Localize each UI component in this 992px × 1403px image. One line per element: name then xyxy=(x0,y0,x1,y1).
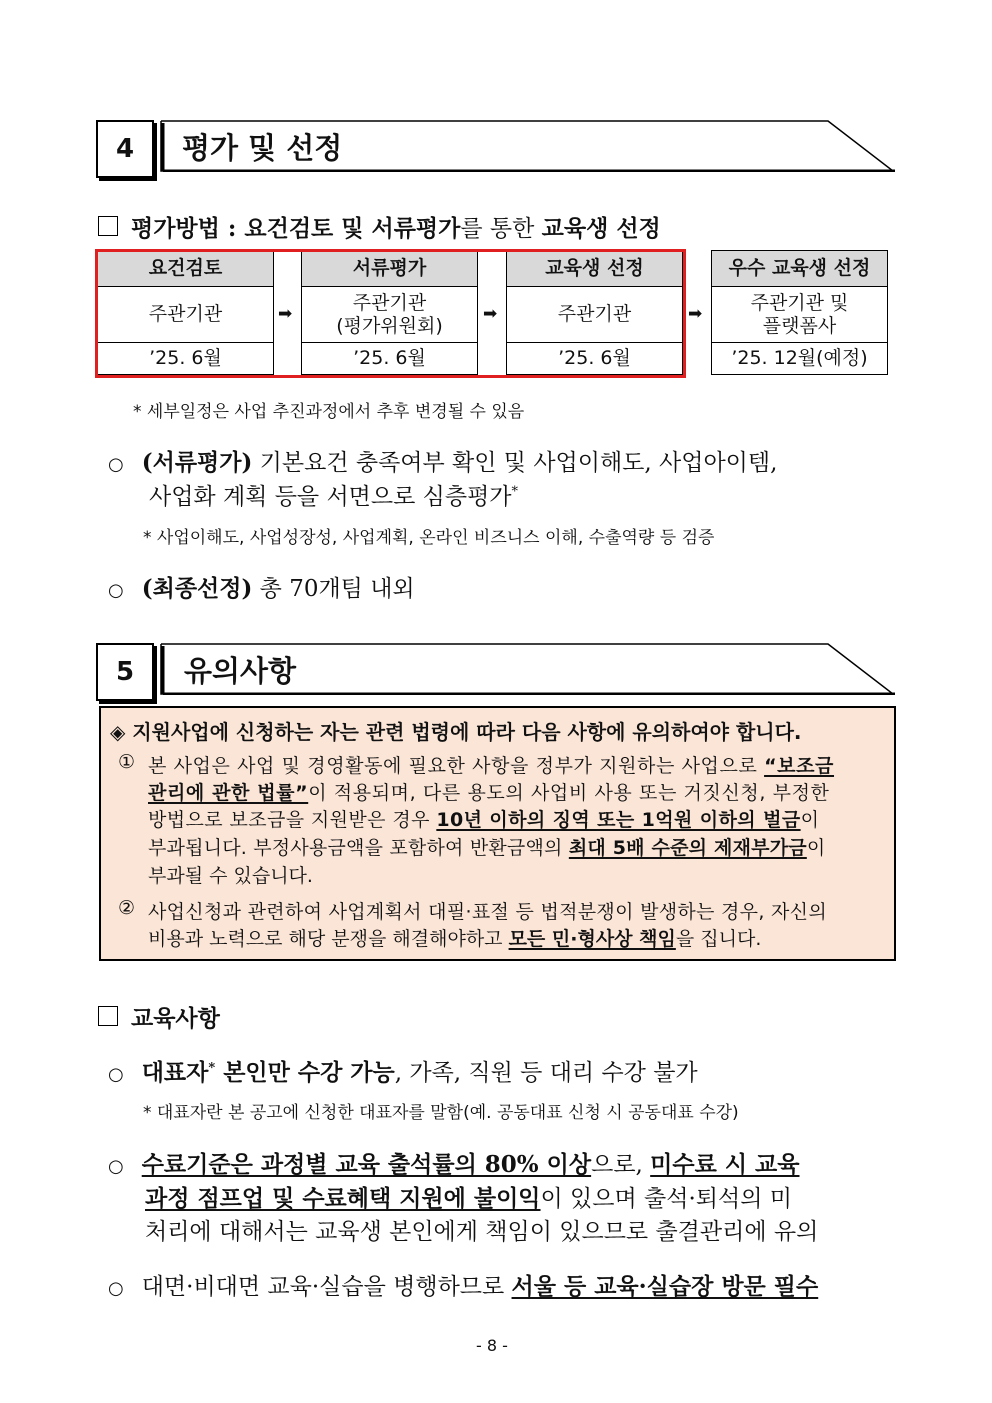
text: 비용과 노력으로 해당 분쟁을 해결해야하고 xyxy=(148,928,509,950)
flow-date-2: ’25. 6월 xyxy=(301,342,478,375)
text: “보조금 xyxy=(764,755,835,777)
eval-method-heading xyxy=(131,210,661,243)
notice-item2-line1: 사업신청과 관련하여 사업계획서 대필·표절 등 법적분쟁이 발생하는 경우, 자신의 xyxy=(148,901,827,923)
arrow-right-icon: ➡ xyxy=(278,304,293,324)
notice-item2-line2 xyxy=(148,924,761,951)
bullet-text: 총 70개팀 내외 xyxy=(252,576,415,602)
bullet-line2: 사업화 계획 등을 서면으로 심층평가 xyxy=(149,484,512,510)
arrow-right-icon: ➡ xyxy=(688,304,703,324)
section-number-4 xyxy=(96,120,154,178)
notice-item1-marker: ① xyxy=(118,751,136,773)
text: 대면·비대면 교육·실습을 병행하므로 xyxy=(141,1274,512,1300)
section-number-text: 5 xyxy=(115,657,135,687)
footnote-mark: * xyxy=(208,1060,216,1076)
checkbox-icon xyxy=(98,1006,118,1026)
text: 서울 등 교육·실습장 방문 필수 xyxy=(511,1273,819,1300)
arrow-right-icon: ➡ xyxy=(483,304,498,324)
flow-org-4-l1: 주관기관 및 xyxy=(750,291,849,314)
notice-item1-line1 xyxy=(148,751,834,778)
circle-bullet-icon: ○ xyxy=(108,454,124,475)
schedule-note: * 세부일정은 사업 추진과정에서 추후 변경될 수 있음 xyxy=(133,402,525,422)
bullet-line1: 기본요건 충족여부 확인 및 사업이해도, 사업아이템, xyxy=(252,450,778,476)
edu-bullet-1 xyxy=(108,1054,698,1087)
highlight-box xyxy=(95,249,686,378)
circle-bullet-icon: ○ xyxy=(108,1156,124,1177)
circle-bullet-icon: ○ xyxy=(108,580,124,601)
text: 모든 민·형사상 책임 xyxy=(508,928,676,950)
edu-bullet-2-line2 xyxy=(145,1180,792,1213)
section-number-5 xyxy=(96,643,154,701)
text: 으로, xyxy=(591,1152,651,1178)
eval-part2: 를 통한 xyxy=(460,216,542,242)
bullet-label: (서류평가) xyxy=(141,449,253,476)
text: 대표자 xyxy=(141,1059,209,1086)
text: 이 있으며 출석·퇴석의 미 xyxy=(540,1186,792,1212)
footnote-mark: * xyxy=(511,484,519,500)
notice-item1-line5: 부과될 수 있습니다. xyxy=(148,865,313,887)
edu-bullet-1-note: * 대표자란 본 공고에 신청한 대표자를 말함(예. 공동대표 신청 시 공동대표 수강) xyxy=(143,1103,739,1123)
bullet-label: (최종선정) xyxy=(141,575,253,602)
flow-date-3: ’25. 6월 xyxy=(506,342,683,375)
text: 이 적용되며, 다른 용도의 사업비 사용 또는 거짓신청, 부정한 xyxy=(308,782,830,804)
notice-heading: ◈ 지원사업에 신청하는 자는 관련 법령에 따라 다음 사항에 유의하여야 합니다. xyxy=(110,720,802,744)
circle-bullet-icon: ○ xyxy=(108,1278,124,1299)
text: 본인만 수강 가능 xyxy=(215,1059,395,1086)
text: 본 사업은 사업 및 경영활동에 필요한 사항을 정부가 지원하는 사업으로 xyxy=(148,755,765,777)
flow-org-4 xyxy=(711,286,888,343)
eval-part1: 요건검토 및 서류평가 xyxy=(244,215,461,242)
section-title: 유의사항 xyxy=(184,654,297,688)
flow-org-2-l2: (평가위원회) xyxy=(336,314,443,337)
page-number: - 8 - xyxy=(476,1336,508,1355)
notice-item1-line2 xyxy=(148,778,830,805)
circle-bullet-icon: ○ xyxy=(108,1064,124,1085)
eval-part3: 교육생 선정 xyxy=(541,215,661,242)
flow-org-3-l1: 주관기관 xyxy=(557,303,632,325)
text: 최대 5배 수준의 제재부가금 xyxy=(568,837,807,859)
flow-org-2-l1: 주관기관 xyxy=(352,291,427,314)
flow-org-1-l1: 주관기관 xyxy=(148,303,223,325)
text: 미수료 시 교육 xyxy=(650,1151,800,1178)
checkbox-icon xyxy=(98,216,118,236)
text: , 가족, 직원 등 대리 수강 불가 xyxy=(394,1060,698,1086)
text: 수료기준은 과정별 교육 출석률의 80% 이상 xyxy=(141,1151,592,1178)
flow-date-1: ’25. 6월 xyxy=(97,342,274,375)
flow-header-1: 요건검토 xyxy=(97,250,274,287)
text: 이 xyxy=(806,837,826,859)
section-title: 평가 및 선정 xyxy=(182,131,343,165)
text: 관리에 관한 법률” xyxy=(148,782,309,804)
text: 과정 점프업 및 수료혜택 지원에 불이익 xyxy=(145,1185,541,1212)
notice-item1-line3 xyxy=(148,805,819,832)
bullet-doc-review xyxy=(108,444,777,477)
eval-prefix: 평가방법 : xyxy=(131,215,245,242)
edu-bullet-3 xyxy=(108,1268,818,1301)
flow-date-4: ’25. 12월(예정) xyxy=(711,342,888,375)
edu-bullet-2-line1 xyxy=(108,1146,800,1179)
edu-bullet-2-line3: 처리에 대해서는 교육생 본인에게 책임이 있으므로 출결관리에 유의 xyxy=(145,1219,819,1245)
text: 부과됩니다. 부정사용금액을 포함하여 반환금액의 xyxy=(148,837,569,859)
bullet-doc-review-note: * 사업이해도, 사업성장성, 사업계획, 온라인 비즈니스 이해, 수출역량 등 검증 xyxy=(143,528,715,548)
text: 이 xyxy=(800,809,820,831)
text: 을 집니다. xyxy=(675,928,762,950)
text: 10년 이하의 징역 또는 1억원 이하의 벌금 xyxy=(436,809,801,831)
notice-item2-marker: ② xyxy=(118,897,136,919)
flow-header-3: 교육생 선정 xyxy=(506,250,683,287)
edu-heading: 교육사항 xyxy=(131,1005,220,1032)
flow-org-4-l2: 플랫폼사 xyxy=(762,314,837,337)
flow-header-4: 우수 교육생 선정 xyxy=(711,250,888,287)
text: 방법으로 보조금을 지원받은 경우 xyxy=(148,809,437,831)
bullet-final-selection xyxy=(108,570,415,603)
section-number-text: 4 xyxy=(115,134,135,164)
notice-item1-line4 xyxy=(148,833,825,860)
bullet-doc-review-line2 xyxy=(149,478,518,511)
flow-header-2: 서류평가 xyxy=(301,250,478,287)
